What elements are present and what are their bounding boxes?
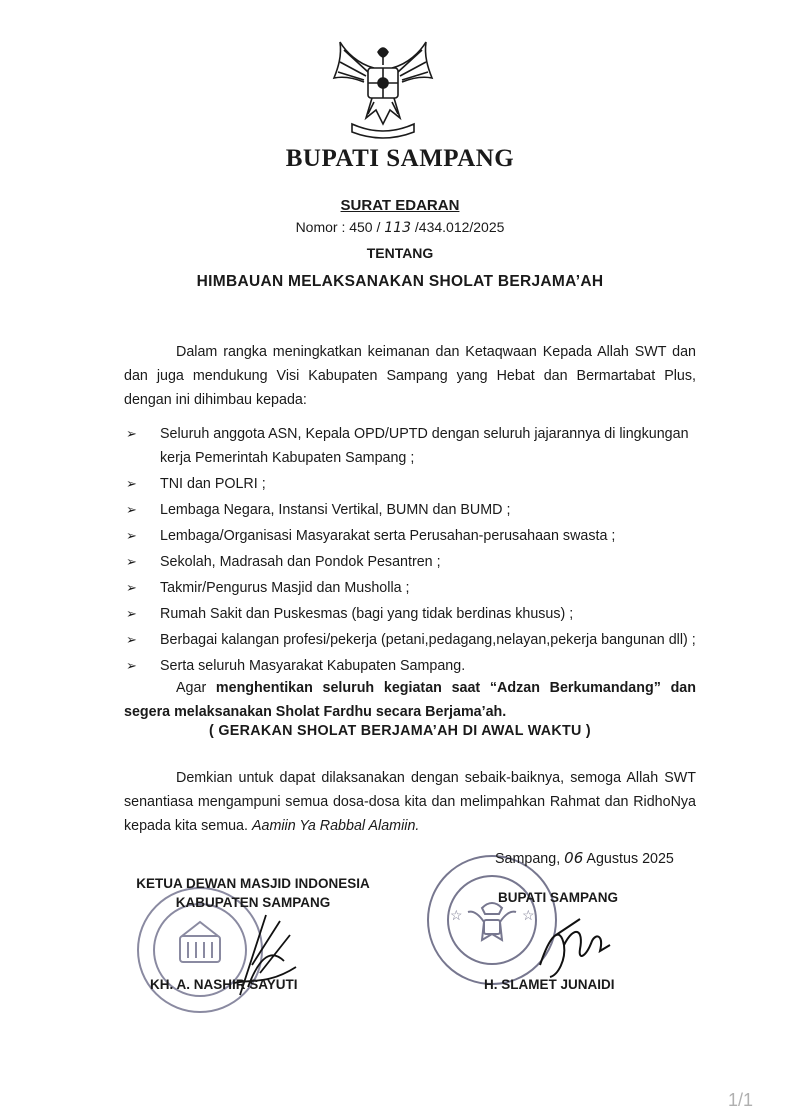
- number-handwritten: 113: [384, 220, 411, 236]
- garuda-emblem-icon: [328, 38, 438, 142]
- page-indicator: 1/1: [728, 1090, 754, 1110]
- list-item: ➢ Lembaga Negara, Instansi Vertikal, BUMN dan BUMD ;: [124, 498, 702, 522]
- arrow-bullet-icon: ➢: [126, 632, 137, 647]
- list-item: ➢ Lembaga/Organisasi Masyarakat serta Perusahan-perusahaan swasta ;: [124, 524, 702, 548]
- intro-paragraph: Dalam rangka meningkatkan keimanan dan Ketaqwaan Kepada Allah SWT dan dan juga mendukung Visi Kabupaten Sampang yang Hebat dan Bermartabat Plus, dengan ini dihimbau kepada:: [124, 344, 696, 408]
- arrow-bullet-icon: ➢: [126, 580, 137, 595]
- about-label: TENTANG: [366, 245, 434, 261]
- document-number: [0, 219, 800, 236]
- closing-text: Demkian untuk dapat dilaksanakan dengan sebaik-baiknya, semoga Allah SWT senantiasa mengampuni semua dosa-dosa kita dan melimpahkan Rahmat dan RidhoNya kepada kita semua.: [124, 770, 696, 834]
- movement-slogan: ( GERAKAN SHOLAT BERJAMA’AH DI AWAL WAKTU ): [209, 723, 591, 739]
- left-signatory-name: KH. A. NASHIR SAYUTI: [150, 977, 298, 992]
- arrow-bullet-icon: ➢: [126, 528, 137, 543]
- addressee-list: [124, 422, 702, 680]
- closing-prayer: Aamiin Ya Rabbal Alamiin.: [251, 818, 420, 834]
- right-signatory-name: H. SLAMET JUNAIDI: [484, 977, 615, 992]
- arrow-bullet-icon: ➢: [126, 554, 137, 569]
- arrow-bullet-icon: ➢: [126, 658, 137, 673]
- list-item: ➢ Takmir/Pengurus Masjid dan Musholla ;: [124, 576, 702, 600]
- list-item: ➢ Berbagai kalangan profesi/pekerja (petani,pedagang,nelayan,pekerja bangunan dll) ;: [124, 628, 702, 652]
- list-item: ➢ TNI dan POLRI ;: [124, 472, 702, 496]
- closing-paragraph: [124, 766, 696, 838]
- day-handwritten: 06: [564, 849, 584, 867]
- date-place: [495, 849, 674, 867]
- left-title-line2: KABUPATEN SAMPANG: [175, 895, 331, 910]
- svg-text:☆: ☆: [450, 907, 463, 923]
- document-type: SURAT EDARAN: [340, 197, 460, 214]
- list-item: ➢ Seluruh anggota ASN, Kepala OPD/UPTD dengan seluruh jajarannya di lingkungan kerja Pemerintah Kabupaten Sampang ;: [124, 422, 702, 470]
- arrow-bullet-icon: ➢: [126, 502, 137, 517]
- document-subject: HIMBAUAN MELAKSANAKAN SHOLAT BERJAMA’AH: [196, 273, 604, 290]
- number-prefix: Nomor : 450 /: [295, 219, 385, 235]
- left-title-line1: KETUA DEWAN MASJID INDONESIA: [136, 876, 370, 891]
- list-item: ➢ Rumah Sakit dan Puskesmas (bagi yang tidak berdinas khusus) ;: [124, 602, 702, 626]
- right-signatory-title: BUPATI SAMPANG: [498, 890, 618, 905]
- arrow-bullet-icon: ➢: [126, 426, 137, 441]
- issuer-title: BUPATI SAMPANG: [285, 145, 515, 172]
- number-suffix: /434.012/2025: [411, 219, 505, 235]
- list-item: ➢ Serta seluruh Masyarakat Kabupaten Sampang.: [124, 654, 702, 678]
- arrow-bullet-icon: ➢: [126, 606, 137, 621]
- appeal-emphasis: menghentikan seluruh kegiatan saat “Adzan Berkumandang” dan segera melaksanakan Sholat Fardhu secara Berjama’ah.: [124, 680, 696, 720]
- appeal-lead: Agar: [176, 680, 216, 696]
- appeal-paragraph: [124, 676, 696, 724]
- arrow-bullet-icon: ➢: [126, 476, 137, 491]
- list-item: ➢ Sekolah, Madrasah dan Pondok Pesantren ;: [124, 550, 702, 574]
- place-label: Sampang,: [495, 851, 565, 867]
- left-signatory-title: [118, 874, 388, 912]
- month-year: Agustus 2025: [583, 851, 674, 867]
- svg-text:☆: ☆: [522, 907, 535, 923]
